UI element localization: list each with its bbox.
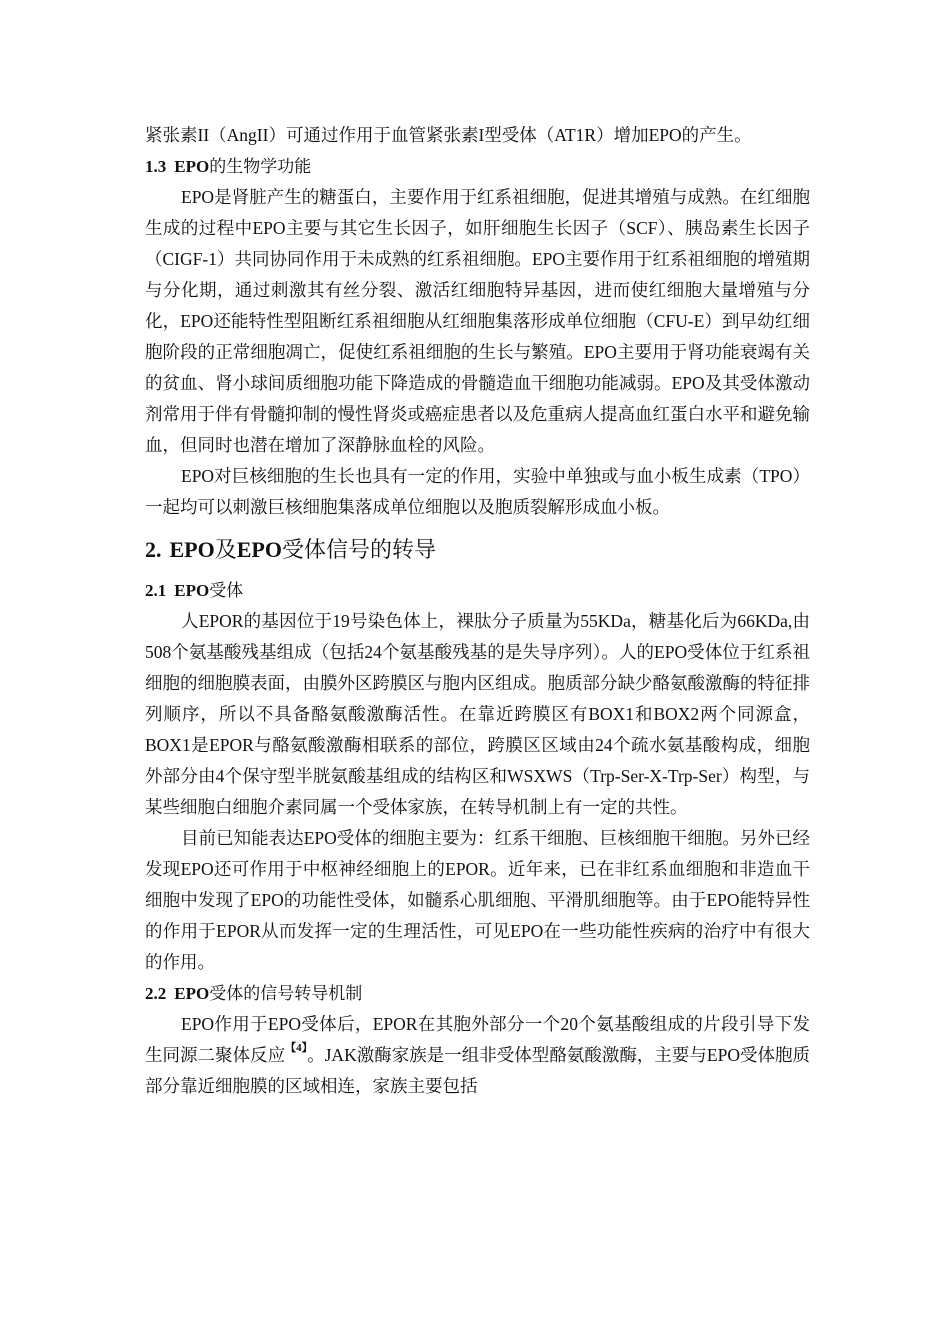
document-page	[145, 120, 810, 1102]
intro-paragraph: 紧张素II（AngII）可通过作用于血管紧张素I型受体（AT1R）增加EPO的产生。	[145, 125, 752, 145]
section-1-3-paragraph-1: EPO是肾脏产生的糖蛋白，主要作用于红系祖细胞，促进其增殖与成熟。在红细胞生成的过程中EPO主要与其它生长因子，如肝细胞生长因子（SCF）、胰岛素生长因子（CIGF-1）共同协同作用于未成熟的红系祖细胞。EPO主要作用于红系祖细胞的增殖期与分化期，通过刺激其有丝分裂、激活红细胞特异基因，进而使红细胞大量增殖与分化，EPO还能特性型阻断红系祖细胞从红细胞集落形成单位细胞（CFU-E）到早幼红细胞阶段的正常细胞凋亡，促使红系祖细胞的生长与繁殖。EPO主要用于肾功能衰竭有关的贫血、肾小球间质细胞功能下降造成的骨髓造血干细胞功能减弱。EPO及其受体激动剂常用于伴有骨髓抑制的慢性肾炎或癌症患者以及危重病人提高血红蛋白水平和避免输血，但同时也潜在增加了深静脉血栓的风险。	[145, 187, 811, 455]
citation-reference: 【4】	[285, 1042, 308, 1054]
section-keyword: EPO	[174, 984, 210, 1003]
section-2-2-heading	[145, 978, 810, 1009]
section-1-3-paragraph-2: EPO对巨核细胞的生长也具有一定的作用，实验中单独或与血小板生成素（TPO）一起均可以刺激巨核细胞集落成单位细胞以及胞质裂解形成血小板。	[145, 466, 810, 517]
section-keyword: EPO	[174, 157, 210, 176]
section-2-1-heading	[145, 575, 810, 606]
section-keyword: EPO	[169, 537, 215, 562]
section-number: 2.2	[145, 984, 167, 1003]
section-title: 的生物学功能	[209, 157, 312, 176]
section-title: 受体	[209, 581, 244, 600]
section-keyword: EPO	[174, 581, 210, 600]
section-2-heading	[145, 533, 810, 567]
section-number: 1.3	[145, 157, 167, 176]
section-keyword-2: EPO	[236, 537, 282, 562]
paragraph-text-continued: 。JAK激酶家族是一组非受体型酪氨酸激酶，主要与EPO受体胞质部分靠近细胞膜的区域相连，家族主要包括	[145, 1045, 810, 1096]
section-2-1-paragraph-1: 人EPOR的基因位于19号染色体上，裸肽分子质量为55KDa，糖基化后为66KDa,由508个氨基酸残基组成（包括24个氨基酸残基的是失导序列）。人的EPO受体位于红系祖细胞的细胞膜表面，由膜外区跨膜区与胞内区组成。胞质部分缺少酪氨酸激酶的特征排列顺序，所以不具备酪氨酸激酶活性。在靠近跨膜区有BOX1和BOX2两个同源盒，BOX1是EPOR与酪氨酸激酶相联系的部位，跨膜区区域由24个疏水氨基酸构成，细胞外部分由4个保守型半胱氨酸基组成的结构区和WSXWS（Trp-Ser-X-Trp-Ser）构型，与某些细胞白细胞介素同属一个受体家族，在转导机制上有一定的共性。	[145, 611, 810, 817]
section-title: 受体信号的转导	[281, 537, 436, 562]
section-title: 受体的信号转导机制	[209, 984, 363, 1003]
section-number: 2.	[145, 537, 162, 562]
section-1-3-heading	[145, 151, 810, 182]
paragraph-text: EPO作用于EPO受体后，EPOR在其胞外部分一个20个氨基酸组成的片段引导下发生同源二聚体反应	[145, 1014, 810, 1065]
section-2-1-paragraph-2: 目前已知能表达EPO受体的细胞主要为：红系干细胞、巨核细胞干细胞。另外已经发现EPO还可作用于中枢神经细胞上的EPOR。近年来，已在非红系血细胞和非造血干细胞中发现了EPO的功能性受体，如髓系心肌细胞、平滑肌细胞等。由于EPO能特异性的作用于EPOR从而发挥一定的生理活性，可见EPO在一些功能性疾病的治疗中有很大的作用。	[145, 828, 810, 972]
section-2-2-paragraph-1	[145, 1009, 810, 1102]
section-number: 2.1	[145, 581, 167, 600]
section-connector: 及	[214, 537, 237, 562]
